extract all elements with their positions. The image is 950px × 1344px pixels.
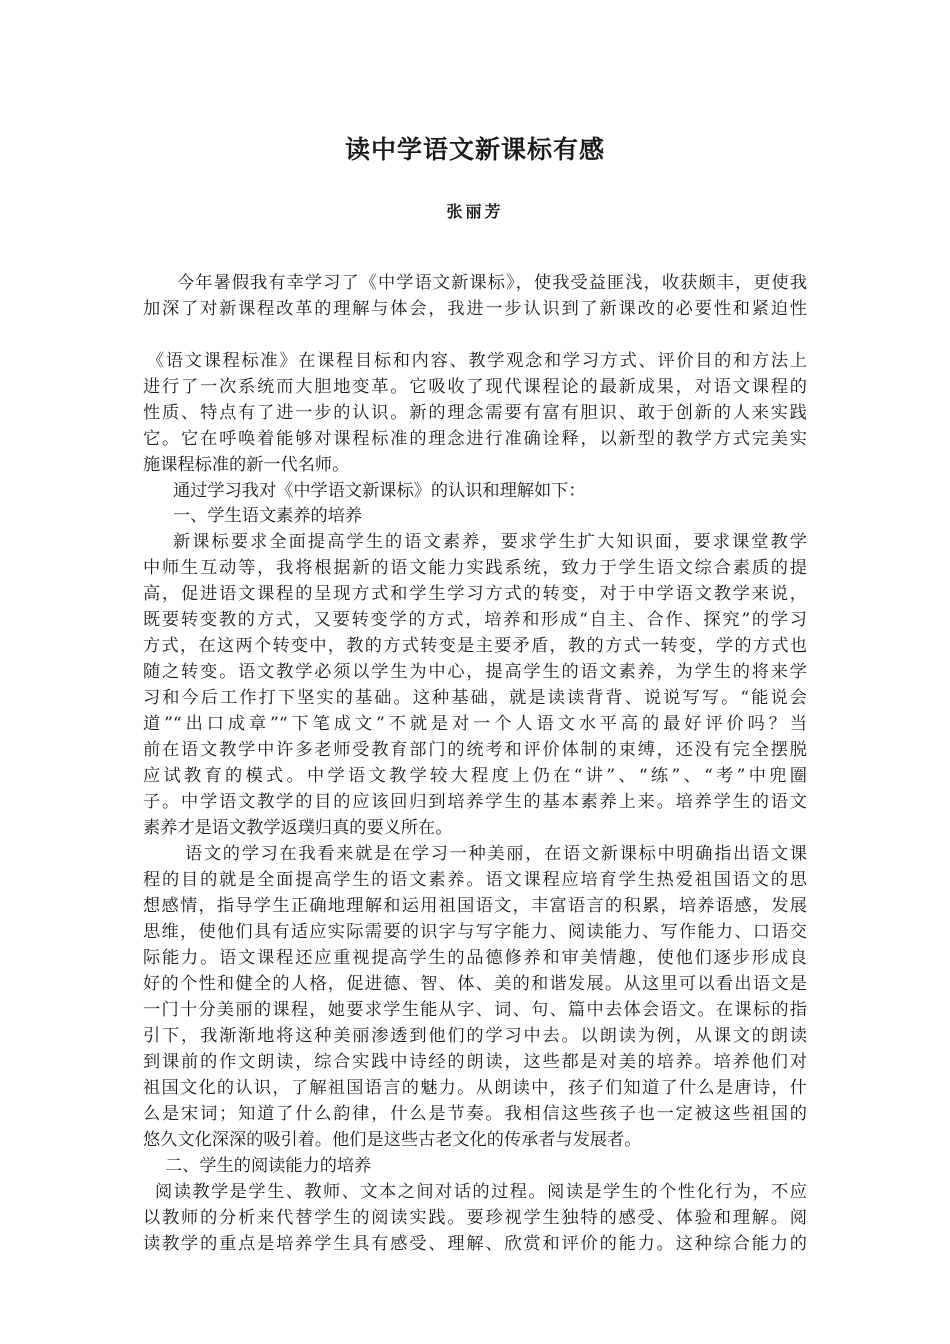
paragraph-line: 应试教育的模式。中学语文教学较大程度上仍在“讲”、“练”、“考”中兜圈 [143,766,807,786]
paragraph-line: 素养才是语文教学返璞归真的要义所在。 [143,818,453,838]
paragraph-line: 随之转变。语文教学必须以学生为中心，提高学生的语文素养，为学生的将来学 [143,662,807,682]
paragraph-line: 悠久文化深深的吸引着。他们是这些古老文化的传承者与发展者。 [143,1130,642,1150]
paragraph-line: 阅读教学是学生、教师、文本之间对话的过程。阅读是学生的个性化行为，不应 [155,1182,807,1202]
paragraph-line: 际能力。语文课程还应重视提高学生的品德修养和审美情趣，使他们逐步形成良 [143,948,807,968]
paragraph-line: 以教师的分析来代替学生的阅读实践。要珍视学生独特的感受、体验和理解。阅 [143,1208,807,1228]
paragraph-line: 通过学习我对《中学语文新课标》的认识和理解如下： [173,481,586,501]
paragraph-line: 读教学的重点是培养学生具有感受、理解、欣赏和评价的能力。这种综合能力的 [143,1234,807,1254]
paragraph-line: 好的个性和健全的人格，促进德、智、体、美的和谐发展。从这里可以看出语文是 [143,974,807,994]
document-author: 张丽芳 [446,202,504,221]
paragraph-line: 新课标要求全面提高学生的语文素养，要求学生扩大知识面，要求课堂教学 [173,532,807,552]
paragraph-line: 加深了对新课程改革的理解与体会，我进一步认识到了新课改的必要性和紧迫性 [143,299,807,319]
paragraph-line: 高，促进语文课程的呈现方式和学生学习方式的转变，对于中学语文教学来说， [143,584,807,604]
paragraph-line: 性质、特点有了进一步的认识。新的理念需要有富有胆识、敢于创新的人来实践 [143,403,807,423]
paragraph-line: 中师生互动等，我将根据新的语文能力实践系统，致力于学生语文综合素质的提 [143,558,807,578]
document-title: 读中学语文新课标有感 [344,135,605,164]
paragraph-line: 思维，使他们具有适应实际需要的识字与写字能力、阅读能力、写作能力、口语交 [143,922,807,942]
paragraph-line: 程的目的就是全面提高学生的语文素养。语文课程应培育学生热爱祖国语文的思 [143,870,807,890]
section-heading: 一、学生语文素养的培养 [173,506,363,526]
paragraph-line: 前在语文教学中许多老师受教育部门的统考和评价体制的束缚，还没有完全摆脱 [143,740,807,760]
paragraph-line: 一门十分美丽的课程，她要求学生能从字、词、句、篇中去体会语文。在课标的指 [143,1000,807,1020]
paragraph-line: 它。它在呼唤着能够对课程标准的理念进行准确诠释，以新型的教学方式完美实 [143,429,807,449]
paragraph-line: 施课程标准的新一代名师。 [143,455,350,475]
section-heading: 二、学生的阅读能力的培养 [165,1156,372,1176]
paragraph-line: 子。中学语文教学的目的应该回归到培养学生的基本素养上来。培养学生的语文 [143,792,807,812]
paragraph-line: 方式，在这两个转变中，教的方式转变是主要矛盾，教的方式一转变，学的方式也 [143,636,807,656]
paragraph-line: 语文的学习在我看来就是在学习一种美丽，在语文新课标中明确指出语文课 [185,844,807,864]
paragraph-line: 习和今后工作打下坚实的基础。这种基础，就是读读背背、说说写写。“能说会 [143,688,807,708]
paragraph-line: 祖国文化的认识，了解祖国语言的魅力。从朗读中，孩子们知道了什么是唐诗，什 [143,1078,807,1098]
paragraph-line: 今年暑假我有幸学习了《中学语文新课标》，使我受益匪浅，收获颇丰，更使我 [177,273,807,293]
paragraph-line: 道”“出口成章”“下笔成文”不就是对一个人语文水平高的最好评价吗？当 [143,714,807,734]
paragraph-line: 到课前的作文朗读，综合实践中诗经的朗读，这些都是对美的培养。培养他们对 [143,1052,807,1072]
paragraph-line: 《语文课程标准》在课程目标和内容、教学观念和学习方式、评价目的和方法上 [147,351,807,371]
paragraph-line: 么是宋词；知道了什么韵律，什么是节奏。我相信这些孩子也一定被这些祖国的 [143,1104,807,1124]
paragraph-line: 想感情，指导学生正确地理解和运用祖国语文，丰富语言的积累，培养语感，发展 [143,896,807,916]
paragraph-line: 既要转变教的方式，又要转变学的方式，培养和形成“自主、合作、探究”的学习 [143,610,807,630]
paragraph-line: 引下，我渐渐地将这种美丽渗透到他们的学习中去。以朗读为例，从课文的朗读 [143,1026,807,1046]
paragraph-line: 进行了一次系统而大胆地变革。它吸收了现代课程论的最新成果，对语文课程的 [143,377,807,397]
